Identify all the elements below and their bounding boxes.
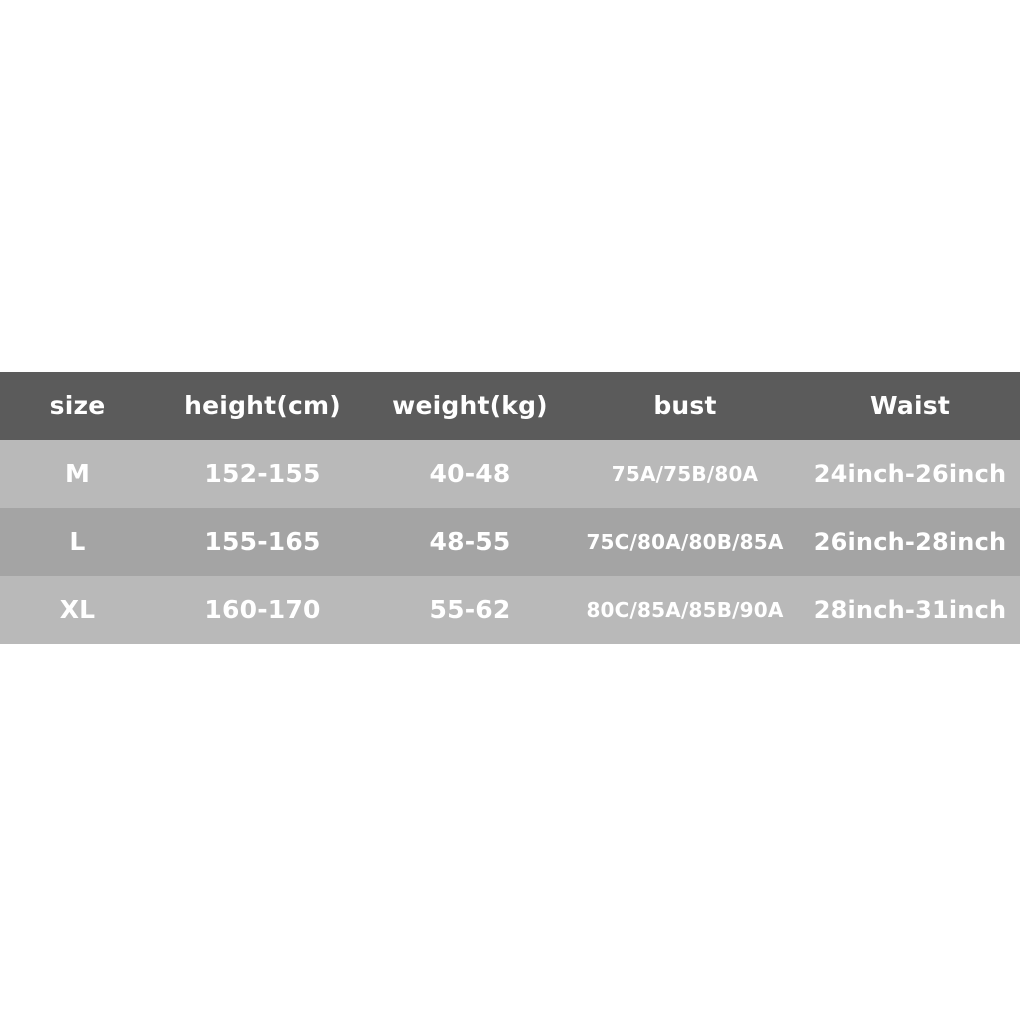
column-header-waist: Waist	[870, 391, 950, 420]
column-header-height: height(cm)	[184, 391, 341, 420]
table-row	[0, 440, 1020, 508]
cell-waist: 26inch-28inch	[813, 528, 1007, 556]
table-header-row	[0, 372, 1020, 440]
cell-height: 155-165	[204, 527, 321, 556]
cell-weight: 48-55	[429, 527, 511, 556]
cell-size: L	[69, 527, 86, 556]
cell-waist: 28inch-31inch	[813, 596, 1007, 624]
table-row	[0, 508, 1020, 576]
size-chart	[0, 372, 1020, 644]
cell-height: 152-155	[204, 459, 321, 488]
cell-waist: 24inch-26inch	[813, 460, 1007, 488]
cell-bust: 75C/80A/80B/85A	[586, 530, 784, 554]
cell-height: 160-170	[204, 595, 321, 624]
cell-size: XL	[59, 595, 96, 624]
cell-bust: 75A/75B/80A	[611, 462, 759, 486]
cell-bust: 80C/85A/85B/90A	[586, 598, 784, 622]
cell-size: M	[64, 459, 91, 488]
table-row	[0, 576, 1020, 644]
column-header-weight: weight(kg)	[392, 391, 548, 420]
column-header-size: size	[49, 391, 106, 420]
table-body	[0, 440, 1020, 644]
table-header	[0, 372, 1020, 440]
cell-weight: 40-48	[429, 459, 511, 488]
size-chart-table	[0, 372, 1020, 644]
cell-weight: 55-62	[429, 595, 511, 624]
column-header-bust: bust	[653, 391, 717, 420]
